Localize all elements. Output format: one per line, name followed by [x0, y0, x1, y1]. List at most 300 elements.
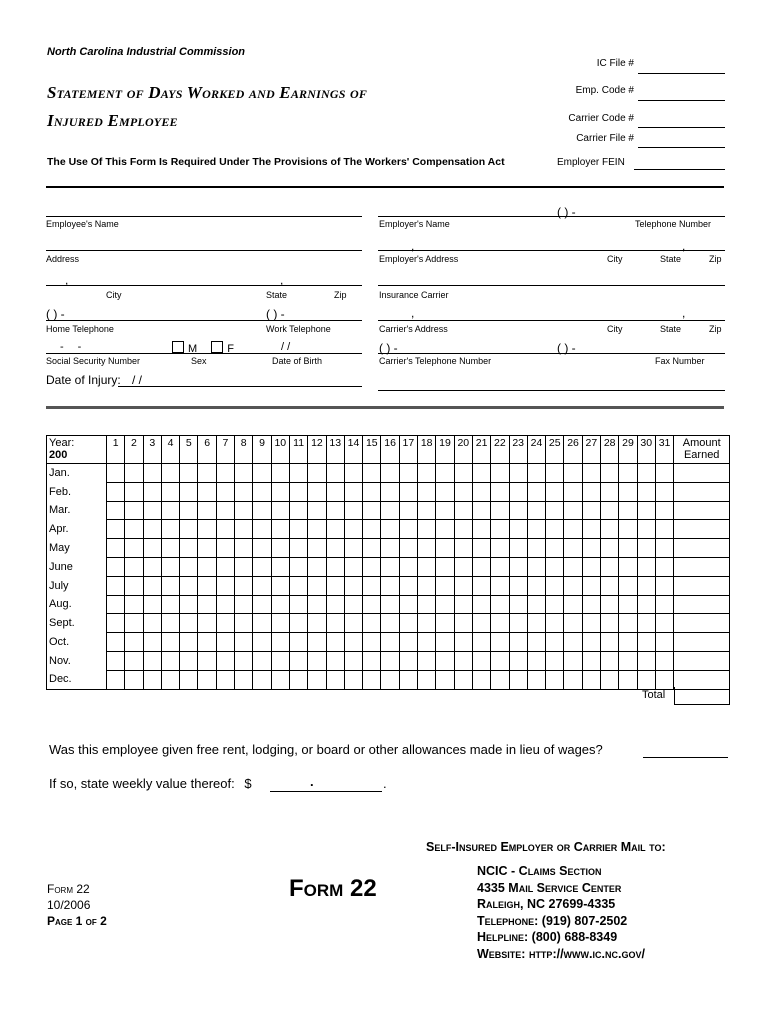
- day-cell[interactable]: [253, 633, 271, 652]
- day-cell[interactable]: [363, 614, 381, 633]
- day-cell[interactable]: [637, 520, 655, 539]
- amount-cell[interactable]: [674, 614, 730, 633]
- day-cell[interactable]: [107, 633, 125, 652]
- day-cell[interactable]: [509, 595, 527, 614]
- day-cell[interactable]: [637, 670, 655, 689]
- day-cell[interactable]: [655, 464, 673, 483]
- day-cell[interactable]: [308, 651, 326, 670]
- day-cell[interactable]: [125, 501, 143, 520]
- day-cell[interactable]: [418, 501, 436, 520]
- day-cell[interactable]: [107, 520, 125, 539]
- day-cell[interactable]: [436, 557, 454, 576]
- day-cell[interactable]: [399, 651, 417, 670]
- day-cell[interactable]: [216, 482, 234, 501]
- day-cell[interactable]: [637, 501, 655, 520]
- day-cell[interactable]: [235, 464, 253, 483]
- day-cell[interactable]: [619, 557, 637, 576]
- day-cell[interactable]: [107, 557, 125, 576]
- day-cell[interactable]: [472, 501, 490, 520]
- day-cell[interactable]: [399, 464, 417, 483]
- day-cell[interactable]: [161, 651, 179, 670]
- day-cell[interactable]: [527, 482, 545, 501]
- day-cell[interactable]: [601, 464, 619, 483]
- day-cell[interactable]: [326, 482, 344, 501]
- day-cell[interactable]: [527, 595, 545, 614]
- day-cell[interactable]: [546, 464, 564, 483]
- sex-m-checkbox[interactable]: [172, 341, 184, 353]
- day-cell[interactable]: [344, 501, 362, 520]
- ssn-field[interactable]: [60, 341, 81, 353]
- day-cell[interactable]: [271, 614, 289, 633]
- day-cell[interactable]: [271, 670, 289, 689]
- day-cell[interactable]: [344, 482, 362, 501]
- day-cell[interactable]: [235, 539, 253, 558]
- day-cell[interactable]: [527, 501, 545, 520]
- day-cell[interactable]: [472, 539, 490, 558]
- day-cell[interactable]: [546, 651, 564, 670]
- day-cell[interactable]: [527, 670, 545, 689]
- day-cell[interactable]: [326, 557, 344, 576]
- work-phone-field[interactable]: ( ) -: [266, 307, 285, 321]
- day-cell[interactable]: [472, 651, 490, 670]
- day-cell[interactable]: [107, 595, 125, 614]
- employee-city-state-zip-field[interactable]: [46, 285, 362, 286]
- day-cell[interactable]: [326, 501, 344, 520]
- day-cell[interactable]: [180, 501, 198, 520]
- day-cell[interactable]: [637, 482, 655, 501]
- day-cell[interactable]: [454, 482, 472, 501]
- day-cell[interactable]: [326, 633, 344, 652]
- day-cell[interactable]: [601, 576, 619, 595]
- day-cell[interactable]: [363, 576, 381, 595]
- day-cell[interactable]: [381, 482, 399, 501]
- day-cell[interactable]: [253, 464, 271, 483]
- employee-address-field[interactable]: [46, 250, 362, 251]
- day-cell[interactable]: [143, 651, 161, 670]
- day-cell[interactable]: [107, 501, 125, 520]
- day-cell[interactable]: [125, 595, 143, 614]
- day-cell[interactable]: [363, 651, 381, 670]
- day-cell[interactable]: [326, 651, 344, 670]
- day-cell[interactable]: [564, 633, 582, 652]
- day-cell[interactable]: [235, 557, 253, 576]
- day-cell[interactable]: [436, 651, 454, 670]
- day-cell[interactable]: [363, 520, 381, 539]
- day-cell[interactable]: [216, 595, 234, 614]
- day-cell[interactable]: [381, 614, 399, 633]
- day-cell[interactable]: [381, 651, 399, 670]
- sex-f-checkbox[interactable]: [211, 341, 223, 353]
- day-cell[interactable]: [308, 520, 326, 539]
- day-cell[interactable]: [216, 464, 234, 483]
- day-cell[interactable]: [381, 539, 399, 558]
- day-cell[interactable]: [582, 520, 600, 539]
- day-cell[interactable]: [198, 557, 216, 576]
- day-cell[interactable]: [143, 614, 161, 633]
- carrier-code-field[interactable]: [638, 127, 725, 128]
- day-cell[interactable]: [619, 614, 637, 633]
- day-cell[interactable]: [399, 633, 417, 652]
- day-cell[interactable]: [308, 464, 326, 483]
- day-cell[interactable]: [107, 482, 125, 501]
- day-cell[interactable]: [289, 576, 307, 595]
- day-cell[interactable]: [289, 595, 307, 614]
- fax-field[interactable]: ( ) -: [557, 341, 576, 355]
- day-cell[interactable]: [216, 670, 234, 689]
- day-cell[interactable]: [655, 670, 673, 689]
- home-phone-field[interactable]: ( ) -: [46, 307, 65, 321]
- day-cell[interactable]: [418, 520, 436, 539]
- day-cell[interactable]: [637, 651, 655, 670]
- allowance-answer-field[interactable]: [643, 757, 728, 758]
- day-cell[interactable]: [655, 520, 673, 539]
- day-cell[interactable]: [180, 576, 198, 595]
- day-cell[interactable]: [454, 670, 472, 689]
- day-cell[interactable]: [601, 520, 619, 539]
- employer-name-field[interactable]: [378, 216, 725, 217]
- day-cell[interactable]: [235, 595, 253, 614]
- day-cell[interactable]: [436, 633, 454, 652]
- day-cell[interactable]: [198, 539, 216, 558]
- day-cell[interactable]: [363, 633, 381, 652]
- day-cell[interactable]: [253, 501, 271, 520]
- day-cell[interactable]: [582, 539, 600, 558]
- day-cell[interactable]: [161, 539, 179, 558]
- day-cell[interactable]: [582, 595, 600, 614]
- day-cell[interactable]: [472, 576, 490, 595]
- day-cell[interactable]: [308, 576, 326, 595]
- day-cell[interactable]: [527, 633, 545, 652]
- day-cell[interactable]: [436, 520, 454, 539]
- day-cell[interactable]: [637, 464, 655, 483]
- day-cell[interactable]: [472, 482, 490, 501]
- day-cell[interactable]: [180, 614, 198, 633]
- carrier-phone-field[interactable]: ( ) -: [379, 341, 398, 355]
- day-cell[interactable]: [454, 539, 472, 558]
- day-cell[interactable]: [472, 670, 490, 689]
- day-cell[interactable]: [491, 595, 509, 614]
- day-cell[interactable]: [454, 633, 472, 652]
- day-cell[interactable]: [418, 595, 436, 614]
- day-cell[interactable]: [436, 464, 454, 483]
- day-cell[interactable]: [527, 651, 545, 670]
- day-cell[interactable]: [125, 464, 143, 483]
- day-cell[interactable]: [418, 557, 436, 576]
- day-cell[interactable]: [363, 539, 381, 558]
- day-cell[interactable]: [454, 576, 472, 595]
- website-link[interactable]: Website: http://www.ic.nc.gov/: [477, 946, 645, 961]
- day-cell[interactable]: [472, 595, 490, 614]
- day-cell[interactable]: [271, 464, 289, 483]
- day-cell[interactable]: [454, 501, 472, 520]
- amount-cell[interactable]: [674, 576, 730, 595]
- day-cell[interactable]: [472, 633, 490, 652]
- day-cell[interactable]: [601, 614, 619, 633]
- day-cell[interactable]: [418, 539, 436, 558]
- day-cell[interactable]: [271, 595, 289, 614]
- day-cell[interactable]: [564, 501, 582, 520]
- day-cell[interactable]: [253, 482, 271, 501]
- amount-cell[interactable]: [674, 482, 730, 501]
- day-cell[interactable]: [564, 576, 582, 595]
- day-cell[interactable]: [198, 670, 216, 689]
- day-cell[interactable]: [344, 651, 362, 670]
- day-cell[interactable]: [655, 539, 673, 558]
- day-cell[interactable]: [161, 482, 179, 501]
- day-cell[interactable]: [546, 501, 564, 520]
- amount-cell[interactable]: [674, 651, 730, 670]
- day-cell[interactable]: [125, 670, 143, 689]
- amount-cell[interactable]: [674, 557, 730, 576]
- day-cell[interactable]: [253, 539, 271, 558]
- day-cell[interactable]: [564, 539, 582, 558]
- ic-file-field[interactable]: [638, 73, 725, 74]
- day-cell[interactable]: [253, 651, 271, 670]
- day-cell[interactable]: [491, 539, 509, 558]
- day-cell[interactable]: [253, 670, 271, 689]
- day-cell[interactable]: [125, 520, 143, 539]
- day-cell[interactable]: [107, 651, 125, 670]
- day-cell[interactable]: [363, 557, 381, 576]
- day-cell[interactable]: [637, 576, 655, 595]
- day-cell[interactable]: [344, 464, 362, 483]
- day-cell[interactable]: [344, 539, 362, 558]
- day-cell[interactable]: [161, 595, 179, 614]
- day-cell[interactable]: [216, 614, 234, 633]
- day-cell[interactable]: [143, 557, 161, 576]
- day-cell[interactable]: [344, 520, 362, 539]
- day-cell[interactable]: [125, 614, 143, 633]
- day-cell[interactable]: [619, 670, 637, 689]
- day-cell[interactable]: [198, 633, 216, 652]
- day-cell[interactable]: [637, 539, 655, 558]
- day-cell[interactable]: [381, 557, 399, 576]
- day-cell[interactable]: [564, 464, 582, 483]
- day-cell[interactable]: [418, 576, 436, 595]
- day-cell[interactable]: [308, 501, 326, 520]
- day-cell[interactable]: [472, 557, 490, 576]
- day-cell[interactable]: [637, 595, 655, 614]
- day-cell[interactable]: [436, 595, 454, 614]
- day-cell[interactable]: [180, 464, 198, 483]
- date-of-injury-field[interactable]: / /: [132, 373, 143, 387]
- day-cell[interactable]: [180, 482, 198, 501]
- day-cell[interactable]: [454, 651, 472, 670]
- day-cell[interactable]: [198, 595, 216, 614]
- day-cell[interactable]: [655, 576, 673, 595]
- day-cell[interactable]: [418, 614, 436, 633]
- day-cell[interactable]: [180, 651, 198, 670]
- day-cell[interactable]: [235, 576, 253, 595]
- day-cell[interactable]: [381, 576, 399, 595]
- day-cell[interactable]: [582, 651, 600, 670]
- day-cell[interactable]: [655, 501, 673, 520]
- day-cell[interactable]: [582, 464, 600, 483]
- day-cell[interactable]: [546, 557, 564, 576]
- day-cell[interactable]: [564, 482, 582, 501]
- day-cell[interactable]: [436, 501, 454, 520]
- day-cell[interactable]: [546, 482, 564, 501]
- day-cell[interactable]: [289, 464, 307, 483]
- day-cell[interactable]: [253, 520, 271, 539]
- day-cell[interactable]: [198, 614, 216, 633]
- day-cell[interactable]: [619, 501, 637, 520]
- day-cell[interactable]: [491, 520, 509, 539]
- day-cell[interactable]: [308, 482, 326, 501]
- day-cell[interactable]: [491, 614, 509, 633]
- day-cell[interactable]: [143, 576, 161, 595]
- extra-line[interactable]: [378, 390, 725, 391]
- day-cell[interactable]: [546, 539, 564, 558]
- day-cell[interactable]: [271, 557, 289, 576]
- year-header[interactable]: [47, 436, 107, 464]
- day-cell[interactable]: [418, 670, 436, 689]
- day-cell[interactable]: [235, 633, 253, 652]
- day-cell[interactable]: [491, 651, 509, 670]
- day-cell[interactable]: [198, 576, 216, 595]
- day-cell[interactable]: [363, 464, 381, 483]
- day-cell[interactable]: [619, 464, 637, 483]
- day-cell[interactable]: [619, 651, 637, 670]
- day-cell[interactable]: [308, 539, 326, 558]
- amount-cell[interactable]: [674, 595, 730, 614]
- amount-cell[interactable]: [674, 464, 730, 483]
- day-cell[interactable]: [381, 464, 399, 483]
- day-cell[interactable]: [143, 595, 161, 614]
- day-cell[interactable]: [582, 576, 600, 595]
- day-cell[interactable]: [509, 651, 527, 670]
- day-cell[interactable]: [601, 539, 619, 558]
- day-cell[interactable]: [326, 464, 344, 483]
- day-cell[interactable]: [601, 482, 619, 501]
- day-cell[interactable]: [289, 614, 307, 633]
- day-cell[interactable]: [601, 633, 619, 652]
- day-cell[interactable]: [180, 633, 198, 652]
- day-cell[interactable]: [436, 670, 454, 689]
- day-cell[interactable]: [216, 501, 234, 520]
- day-cell[interactable]: [491, 482, 509, 501]
- employer-address-field[interactable]: [378, 250, 725, 251]
- day-cell[interactable]: [619, 539, 637, 558]
- day-cell[interactable]: [125, 539, 143, 558]
- amount-cell[interactable]: [674, 633, 730, 652]
- day-cell[interactable]: [161, 633, 179, 652]
- day-cell[interactable]: [399, 614, 417, 633]
- day-cell[interactable]: [436, 614, 454, 633]
- day-cell[interactable]: [399, 482, 417, 501]
- day-cell[interactable]: [472, 464, 490, 483]
- day-cell[interactable]: [235, 614, 253, 633]
- day-cell[interactable]: [527, 614, 545, 633]
- weekly-value-field[interactable]: [270, 791, 382, 792]
- day-cell[interactable]: [344, 576, 362, 595]
- day-cell[interactable]: [582, 557, 600, 576]
- day-cell[interactable]: [546, 520, 564, 539]
- day-cell[interactable]: [180, 595, 198, 614]
- day-cell[interactable]: [125, 557, 143, 576]
- day-cell[interactable]: [161, 501, 179, 520]
- day-cell[interactable]: [198, 464, 216, 483]
- amount-cell[interactable]: [674, 539, 730, 558]
- day-cell[interactable]: [436, 482, 454, 501]
- day-cell[interactable]: [289, 651, 307, 670]
- day-cell[interactable]: [289, 539, 307, 558]
- day-cell[interactable]: [143, 501, 161, 520]
- day-cell[interactable]: [289, 501, 307, 520]
- day-cell[interactable]: [326, 670, 344, 689]
- day-cell[interactable]: [619, 633, 637, 652]
- day-cell[interactable]: [326, 520, 344, 539]
- employer-phone-field[interactable]: ( ) -: [557, 205, 576, 219]
- day-cell[interactable]: [253, 614, 271, 633]
- day-cell[interactable]: [564, 670, 582, 689]
- day-cell[interactable]: [381, 501, 399, 520]
- day-cell[interactable]: [418, 651, 436, 670]
- day-cell[interactable]: [143, 520, 161, 539]
- day-cell[interactable]: [546, 633, 564, 652]
- day-cell[interactable]: [143, 464, 161, 483]
- insurance-carrier-field[interactable]: [378, 285, 725, 286]
- day-cell[interactable]: [454, 464, 472, 483]
- day-cell[interactable]: [509, 633, 527, 652]
- employer-fein-field[interactable]: [634, 169, 725, 170]
- day-cell[interactable]: [582, 614, 600, 633]
- day-cell[interactable]: [235, 670, 253, 689]
- day-cell[interactable]: [491, 633, 509, 652]
- day-cell[interactable]: [564, 520, 582, 539]
- day-cell[interactable]: [399, 557, 417, 576]
- amount-cell[interactable]: [674, 501, 730, 520]
- day-cell[interactable]: [436, 539, 454, 558]
- day-cell[interactable]: [363, 482, 381, 501]
- day-cell[interactable]: [107, 576, 125, 595]
- day-cell[interactable]: [235, 482, 253, 501]
- day-cell[interactable]: [326, 595, 344, 614]
- day-cell[interactable]: [107, 614, 125, 633]
- day-cell[interactable]: [399, 539, 417, 558]
- day-cell[interactable]: [546, 670, 564, 689]
- day-cell[interactable]: [619, 482, 637, 501]
- day-cell[interactable]: [509, 557, 527, 576]
- day-cell[interactable]: [143, 670, 161, 689]
- day-cell[interactable]: [381, 670, 399, 689]
- day-cell[interactable]: [655, 614, 673, 633]
- carrier-file-field[interactable]: [638, 147, 725, 148]
- day-cell[interactable]: [308, 557, 326, 576]
- day-cell[interactable]: [289, 633, 307, 652]
- day-cell[interactable]: [161, 670, 179, 689]
- day-cell[interactable]: [161, 520, 179, 539]
- day-cell[interactable]: [399, 595, 417, 614]
- day-cell[interactable]: [619, 520, 637, 539]
- day-cell[interactable]: [216, 576, 234, 595]
- day-cell[interactable]: [161, 614, 179, 633]
- day-cell[interactable]: [527, 576, 545, 595]
- day-cell[interactable]: [271, 651, 289, 670]
- day-cell[interactable]: [344, 614, 362, 633]
- day-cell[interactable]: [655, 557, 673, 576]
- day-cell[interactable]: [180, 557, 198, 576]
- day-cell[interactable]: [436, 576, 454, 595]
- day-cell[interactable]: [180, 539, 198, 558]
- day-cell[interactable]: [289, 670, 307, 689]
- day-cell[interactable]: [399, 501, 417, 520]
- day-cell[interactable]: [326, 539, 344, 558]
- day-cell[interactable]: [143, 539, 161, 558]
- day-cell[interactable]: [546, 595, 564, 614]
- day-cell[interactable]: [216, 520, 234, 539]
- day-cell[interactable]: [601, 651, 619, 670]
